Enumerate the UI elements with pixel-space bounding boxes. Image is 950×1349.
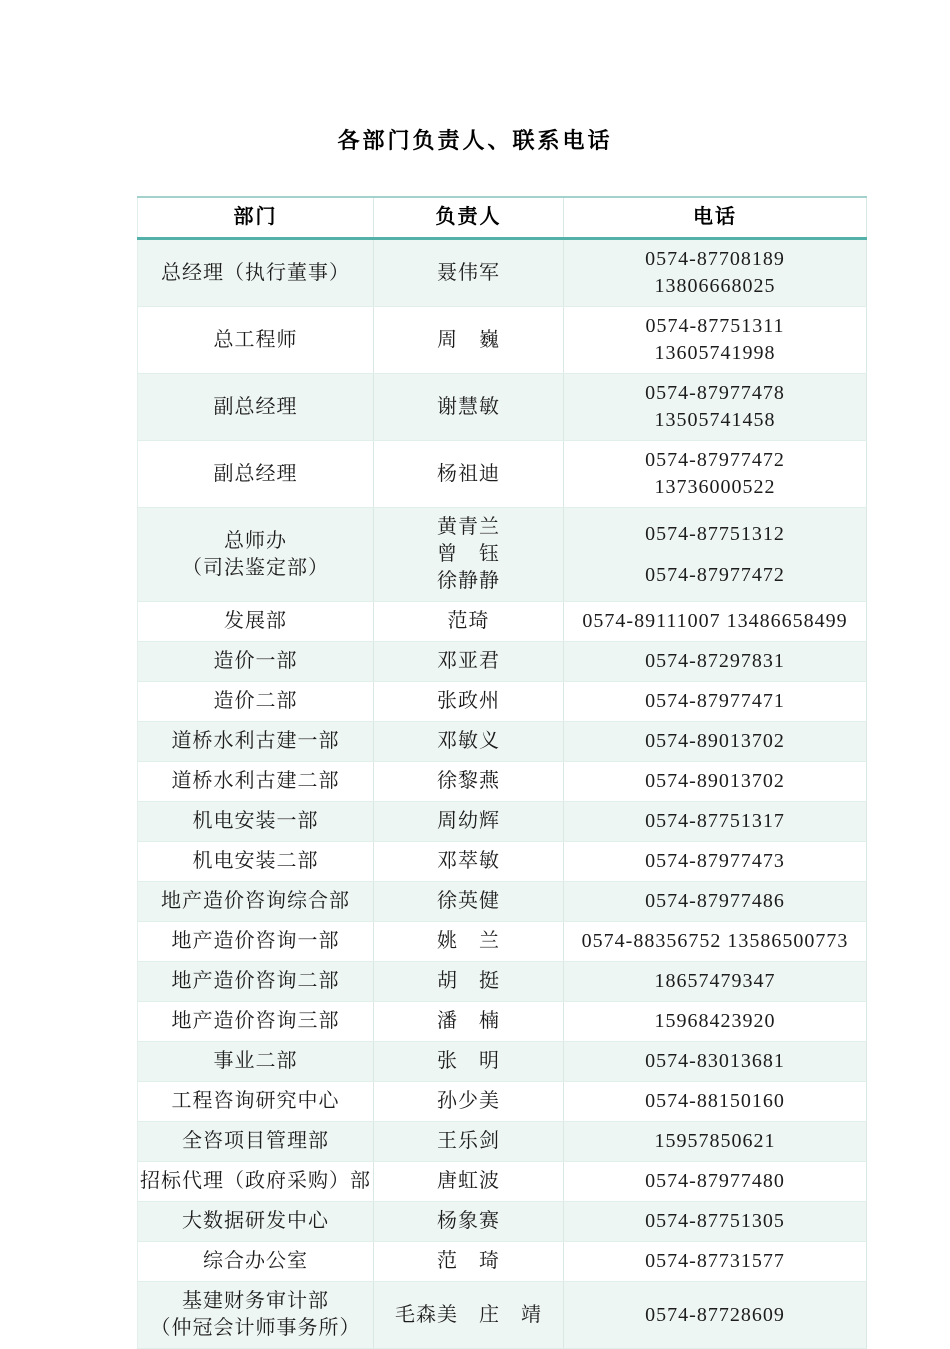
table-row <box>138 1002 867 1042</box>
table-row <box>138 1042 867 1082</box>
cell-line: 徐英健 <box>437 890 500 912</box>
table-row <box>138 1282 867 1349</box>
cell-line: 0574-87977472 13736000522 <box>645 449 827 498</box>
cell-line: 潘 楠 <box>437 1010 500 1032</box>
cell-line: 周幼辉 <box>437 810 500 832</box>
phone-cell <box>564 1002 867 1042</box>
person-cell <box>374 882 564 922</box>
header-phone: 电话 <box>564 197 867 239</box>
dept-cell <box>138 842 374 882</box>
person-cell <box>374 802 564 842</box>
phone-cell <box>564 374 867 441</box>
phone-cell <box>564 842 867 882</box>
person-cell <box>374 602 564 642</box>
cell-line: 张政州 <box>437 690 500 712</box>
phone-cell <box>564 722 867 762</box>
phone-cell <box>564 882 867 922</box>
dept-cell <box>138 642 374 682</box>
cell-line: 徐黎燕 <box>437 770 500 792</box>
dept-cell <box>138 1122 374 1162</box>
person-cell <box>374 508 564 602</box>
cell-line: 0574-87977472 <box>645 563 785 586</box>
cell-line: 邓萃敏 <box>437 850 500 872</box>
phone-cell <box>564 682 867 722</box>
header-person: 负责人 <box>374 197 564 239</box>
person-cell <box>374 1162 564 1202</box>
table-row <box>138 722 867 762</box>
table-row <box>138 307 867 374</box>
cell-line: 范琦 <box>447 610 490 632</box>
dept-cell <box>138 722 374 762</box>
person-cell <box>374 1282 564 1349</box>
cell-line: 0574-87977486 <box>645 890 785 912</box>
cell-line: 杨祖迪 <box>437 462 500 485</box>
cell-line: 副总经理 <box>213 395 298 418</box>
cell-line: 0574-88150160 <box>645 1090 785 1112</box>
person-cell <box>374 722 564 762</box>
person-cell <box>374 374 564 441</box>
cell-line: 姚 兰 <box>437 930 500 952</box>
cell-line: 总师办 <box>224 529 287 552</box>
cell-line: 邓敏义 <box>437 730 500 752</box>
table-row <box>138 682 867 722</box>
cell-line: 0574-89013702 <box>645 770 785 792</box>
cell-line: 0574-87728609 <box>645 1303 785 1326</box>
header-row <box>138 197 867 239</box>
cell-line: 0574-89013702 <box>645 730 785 752</box>
dept-cell <box>138 374 374 441</box>
cell-line: 0574-87977471 <box>645 690 785 712</box>
table-body <box>138 239 867 1349</box>
dept-cell <box>138 682 374 722</box>
phone-cell <box>564 762 867 802</box>
cell-line: 曾 钰 <box>437 543 500 565</box>
cell-line: 0574-89111007 13486658499 <box>582 610 848 632</box>
phone-cell <box>564 802 867 842</box>
table-row <box>138 441 867 508</box>
person-cell <box>374 441 564 508</box>
phone-cell <box>564 1282 867 1349</box>
cell-line: 道桥水利古建一部 <box>171 730 340 752</box>
table-row <box>138 882 867 922</box>
table-row <box>138 1082 867 1122</box>
cell-line: 造价二部 <box>213 690 298 712</box>
header-dept: 部门 <box>138 197 374 239</box>
cell-line: 0574-87297831 <box>645 650 785 672</box>
person-cell <box>374 762 564 802</box>
person-cell <box>374 962 564 1002</box>
person-cell <box>374 307 564 374</box>
dept-cell <box>138 441 374 508</box>
dept-cell <box>138 1202 374 1242</box>
cell-line: 发展部 <box>224 610 287 632</box>
person-cell <box>374 1242 564 1282</box>
table-row <box>138 602 867 642</box>
page-title: 各部门负责人、联系电话 <box>337 128 613 153</box>
cell-line: 总工程师 <box>213 328 298 351</box>
table-row <box>138 239 867 307</box>
cell-line: 综合办公室 <box>203 1250 308 1272</box>
cell-line: 15957850621 <box>654 1130 776 1152</box>
cell-line: 总经理（执行董事） <box>161 261 350 284</box>
dept-cell <box>138 762 374 802</box>
dept-cell <box>138 1282 374 1349</box>
phone-cell <box>564 922 867 962</box>
cell-line: 范 琦 <box>437 1250 500 1272</box>
phone-cell <box>564 1162 867 1202</box>
cell-line: 18657479347 <box>654 970 776 992</box>
cell-line: 0574-83013681 <box>645 1050 785 1072</box>
dept-cell <box>138 922 374 962</box>
cell-line: 聂伟军 <box>437 261 500 284</box>
phone-cell <box>564 642 867 682</box>
cell-line: 张 明 <box>437 1050 500 1072</box>
dept-cell <box>138 882 374 922</box>
cell-line: （司法鉴定部） <box>182 556 329 579</box>
dept-cell <box>138 602 374 642</box>
person-cell <box>374 1002 564 1042</box>
cell-line: 机电安装一部 <box>192 810 319 832</box>
cell-line: 基建财务审计部 <box>182 1290 329 1312</box>
cell-line: 15968423920 <box>654 1010 776 1032</box>
cell-line: 唐虹波 <box>437 1170 500 1192</box>
cell-line: 胡 挺 <box>437 970 500 992</box>
cell-line: 0574-87708189 13806668025 <box>645 248 827 297</box>
cell-line: 地产造价咨询三部 <box>171 1010 340 1032</box>
cell-line: 0574-87731577 <box>645 1250 785 1272</box>
dept-cell <box>138 239 374 307</box>
table-row <box>138 762 867 802</box>
phone-cell <box>564 1042 867 1082</box>
person-cell <box>374 922 564 962</box>
cell-line: 0574-87977480 <box>645 1170 785 1192</box>
contacts-table <box>137 196 867 1349</box>
cell-line: 周 巍 <box>437 328 500 351</box>
person-cell <box>374 1042 564 1082</box>
person-cell <box>374 642 564 682</box>
cell-line: 地产造价咨询二部 <box>171 970 340 992</box>
person-cell <box>374 1082 564 1122</box>
phone-cell <box>564 1242 867 1282</box>
cell-line: 0574-87751317 <box>645 810 785 832</box>
phone-cell <box>564 307 867 374</box>
cell-line: 0574-87977473 <box>645 850 785 872</box>
person-cell <box>374 239 564 307</box>
cell-line: 邓亚君 <box>437 650 500 672</box>
cell-line: 机电安装二部 <box>192 850 319 872</box>
cell-line: 黄青兰 <box>437 516 500 538</box>
table-row <box>138 508 867 602</box>
cell-line: 地产造价咨询一部 <box>171 930 340 952</box>
table-row <box>138 642 867 682</box>
cell-line: 谢慧敏 <box>437 395 500 418</box>
cell-line: 0574-87977478 13505741458 <box>645 382 827 431</box>
table-row <box>138 842 867 882</box>
cell-line: 副总经理 <box>213 462 298 485</box>
cell-line: 全咨项目管理部 <box>182 1130 329 1152</box>
cell-line: 道桥水利古建二部 <box>171 770 340 792</box>
person-cell <box>374 842 564 882</box>
person-cell <box>374 1202 564 1242</box>
cell-line: 杨象赛 <box>437 1210 500 1232</box>
dept-cell <box>138 1082 374 1122</box>
cell-line: 0574-87751311 13605741998 <box>645 315 827 364</box>
cell-line: （仲冠会计师事务所） <box>150 1317 361 1339</box>
dept-cell <box>138 1002 374 1042</box>
cell-line: 孙少美 <box>437 1090 500 1112</box>
dept-cell <box>138 307 374 374</box>
dept-cell <box>138 962 374 1002</box>
table-row <box>138 1202 867 1242</box>
phone-cell <box>564 1202 867 1242</box>
table-row <box>138 962 867 1002</box>
table-row <box>138 922 867 962</box>
table-row <box>138 1122 867 1162</box>
dept-cell <box>138 508 374 602</box>
phone-cell <box>564 602 867 642</box>
dept-cell <box>138 802 374 842</box>
phone-cell <box>564 1122 867 1162</box>
phone-cell <box>564 441 867 508</box>
dept-cell <box>138 1042 374 1082</box>
table-row <box>138 1162 867 1202</box>
cell-line: 王乐剑 <box>437 1130 500 1152</box>
table-row <box>138 374 867 441</box>
person-cell <box>374 1122 564 1162</box>
cell-line: 招标代理（政府采购）部 <box>140 1170 371 1192</box>
cell-line: 地产造价咨询综合部 <box>161 890 350 912</box>
cell-line: 0574-88356752 13586500773 <box>581 930 849 952</box>
cell-line: 0574-87751312 <box>645 522 785 545</box>
cell-line: 毛森美 庄 靖 <box>395 1303 542 1326</box>
phone-cell <box>564 239 867 307</box>
phone-cell <box>564 962 867 1002</box>
phone-cell <box>564 508 867 602</box>
cell-line: 造价一部 <box>213 650 298 672</box>
table-row <box>138 802 867 842</box>
cell-line: 徐静静 <box>437 570 500 592</box>
person-cell <box>374 682 564 722</box>
cell-line: 工程咨询研究中心 <box>171 1090 340 1112</box>
phone-cell <box>564 1082 867 1122</box>
cell-line: 大数据研发中心 <box>182 1210 329 1232</box>
cell-line: 事业二部 <box>213 1050 298 1072</box>
dept-cell <box>138 1242 374 1282</box>
table-row <box>138 1242 867 1282</box>
cell-line: 0574-87751305 <box>645 1210 785 1232</box>
dept-cell <box>138 1162 374 1202</box>
